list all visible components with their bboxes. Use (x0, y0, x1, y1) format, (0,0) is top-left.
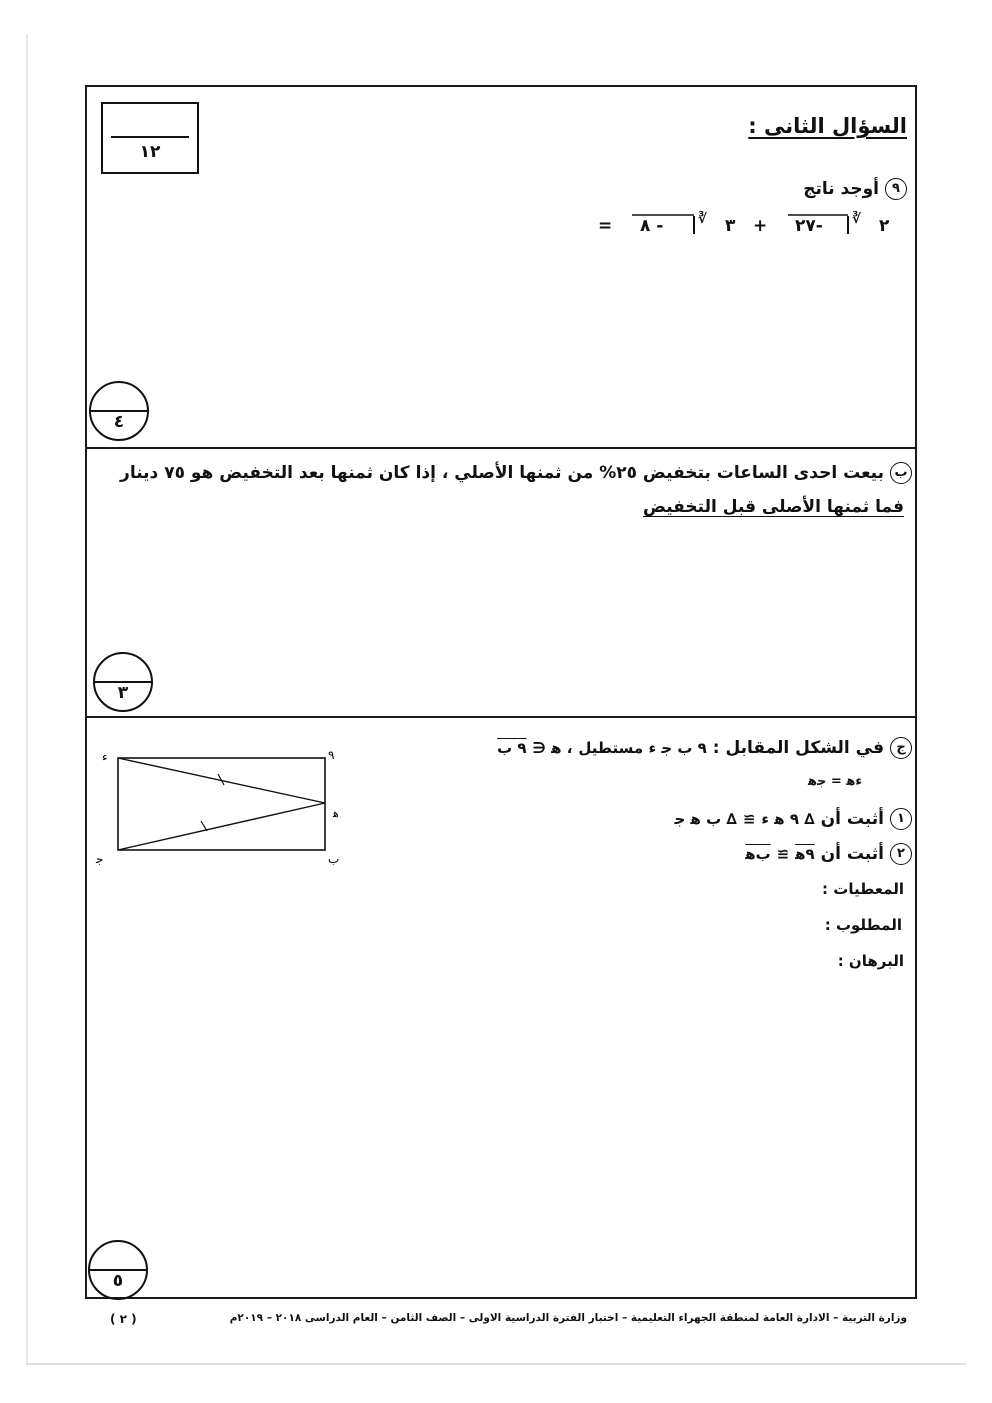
part-c-marker: ج (890, 737, 912, 759)
vertex-label-d: ء (102, 750, 108, 764)
prove-1-rhs: ∆ ب ﻫ ﺟ (674, 810, 737, 828)
vertex-label-a: ٩ (328, 748, 335, 762)
prove-2-marker: ٢ (890, 843, 912, 865)
givens-label: المعطيات : (822, 880, 904, 898)
part-a-expression (590, 210, 890, 242)
prove-1 (674, 808, 912, 830)
part-c-score-circle (88, 1240, 148, 1300)
exam-frame (85, 85, 917, 1299)
section-divider (85, 716, 917, 718)
part-a-marker: ٩ (885, 178, 907, 200)
rectangle-abcd (118, 758, 325, 850)
proof-label: البرهان : (837, 952, 904, 970)
part-a-prompt (803, 178, 907, 200)
part-b-line-2: فما ثمنها الأصلى قبل التخفيض (643, 497, 904, 517)
part-b-score-circle (93, 652, 153, 712)
plus-sign: + (753, 216, 768, 236)
scan-edge (26, 34, 28, 1364)
part-c-score: ٥ (112, 1271, 124, 1291)
equals-sign: = (598, 216, 613, 236)
radicand-1: ٢٧- (795, 216, 823, 236)
section-divider (85, 447, 917, 449)
rectangle-figure (90, 745, 360, 875)
part-a-score-circle (89, 381, 149, 441)
vertex-label-c: ﺟ (96, 852, 104, 866)
prove-1-lhs: ∆ ٩ ﻫ ء (761, 810, 815, 828)
cube-root-index-1: ∛ (852, 212, 861, 227)
part-b-score: ٣ (117, 683, 129, 703)
given-equality: ءﻫ = ﺟﻫ (808, 774, 862, 789)
part-c-intro-text: في الشكل المقابل : (712, 738, 884, 758)
prove-2-text: أثبت أن (820, 844, 884, 864)
required-label: المطلوب : (824, 916, 902, 934)
total-score-box (101, 102, 199, 174)
part-c-intro (497, 737, 912, 759)
prove-2 (745, 843, 912, 865)
given-segment: ٩ ب (497, 739, 527, 757)
given-point: ، ﻫ ∈ (532, 739, 573, 757)
vertex-label-e: ﻫ (333, 807, 339, 820)
given-rectangle: ٩ ب ﺟ ء مستطيل (578, 739, 707, 757)
footer-text: وزارة التربية – الادارة العامة لمنطقة الجهراء التعليمية – اختبار الفترة الدراسية الاولى – الصف الثامن – العام الدراسى ٢٠١٨ – ٢٠١٩م (229, 1312, 907, 1324)
segment-ce (118, 803, 325, 850)
score-line (111, 136, 189, 138)
part-b-line-1 (120, 462, 912, 484)
part-b-text-1: بيعت احدى الساعات بتخفيض ٢٥% من ثمنها الأصلي ، إذا كان ثمنها بعد التخفيض هو ٧٥ دينار (120, 463, 884, 483)
coef-1: ٢ (879, 216, 890, 236)
congruent-symbol: ≅ (742, 810, 756, 828)
prove-1-text: أثبت أن (820, 809, 884, 829)
scan-edge (26, 1363, 966, 1365)
coef-2: ٣ (725, 216, 736, 236)
prove-2-rhs: بﻫ (745, 845, 771, 863)
radical-signs (590, 210, 890, 242)
radicand-2: ٨ - (640, 216, 664, 236)
total-score: ١٢ (139, 142, 161, 162)
part-b-marker: ب (890, 462, 912, 484)
congruent-symbol: ≅ (776, 845, 790, 863)
tick-mark (201, 821, 207, 831)
cube-root-index-2: ∛ (698, 212, 707, 227)
question-title: السؤال الثانى : (748, 114, 907, 138)
vertex-label-b: ب (328, 852, 340, 866)
part-a-score: ٤ (113, 412, 125, 432)
prove-2-lhs: ٩ﻫ (795, 845, 815, 863)
part-a-text: أوجد ناتج (803, 179, 879, 199)
page-number: ( ٢ ) (110, 1312, 137, 1326)
prove-1-marker: ١ (890, 808, 912, 830)
